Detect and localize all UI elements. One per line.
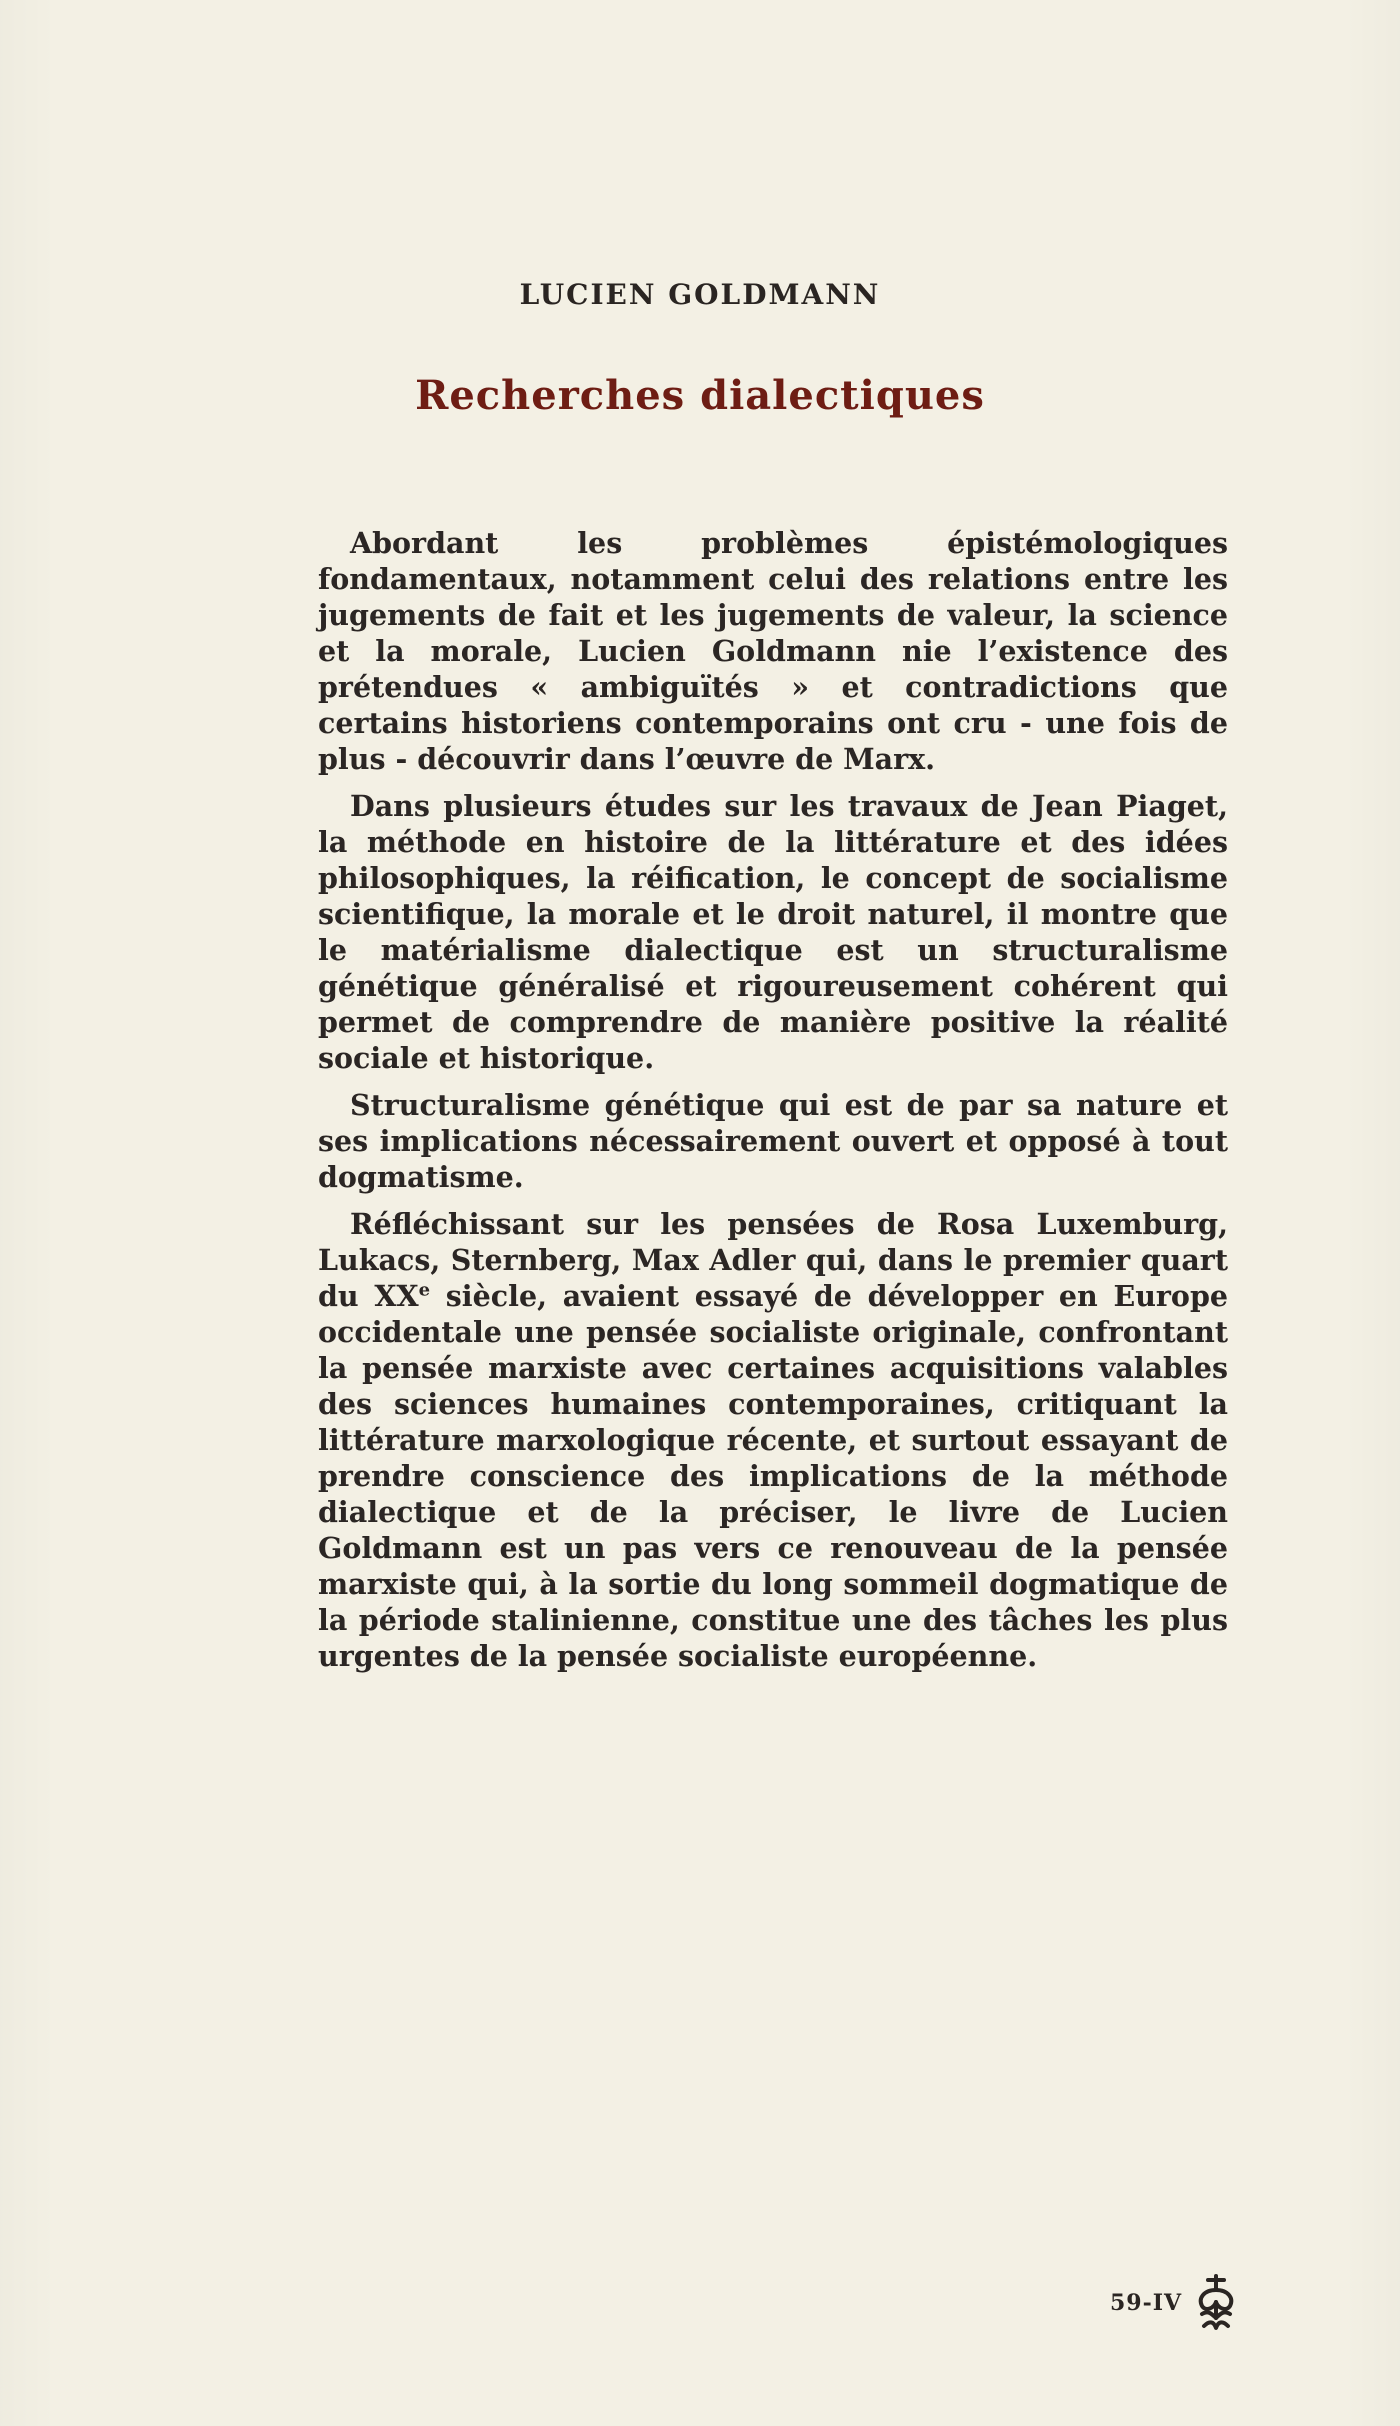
blurb-text <box>318 525 1228 1685</box>
publisher-logo-icon <box>1190 2272 1242 2334</box>
blurb-paragraph-4-end: siècle, avaient essayé de développer en Europe occidentale une pensée socialiste originale, confrontant la pensée marxiste avec certaines acquisitions valables des sciences humaines contemporaines, critiquant la littérature marxologique récente, et surtout essayant de prendre conscience des implications de la méthode dialectique et de la préciser, le livre de Lucien Goldmann est un pas vers ce renouveau de la pensée marxiste qui, à la sortie du long sommeil dogmatique de la période stalinienne, constitue une des tâches les plus urgentes de la pensée socialiste européenne. <box>318 1279 1229 1673</box>
book-title: Recherches dialectiques <box>415 372 985 419</box>
catalog-code: 59-IV <box>1110 2290 1183 2316</box>
blurb-paragraph-4-start: Réfléchissant sur les pensées de Rosa Luxemburg, Lukacs, Sternberg, Max Adler qui, dans le premier quart du XX <box>318 1207 1228 1313</box>
blurb-paragraph-3: Structuralisme génétique qui est de par sa nature et ses implications nécessairement ouvert et opposé à tout dogmatisme. <box>318 1088 1228 1194</box>
footer <box>1110 2268 1260 2338</box>
century-superscript: e <box>418 1279 431 1301</box>
author-name: LUCIEN GOLDMANN <box>519 278 881 311</box>
blurb-paragraph-4 <box>318 1206 1228 1674</box>
blurb-paragraph-1: Abordant les problèmes épistémologiques fondamentaux, notamment celui des relations entre les jugements de fait et les jugements de valeur, la science et la morale, Lucien Goldmann nie l’existence des prétendues « ambiguïtés » et contradictions que certains historiens contemporains ont cru - une fois de plus - découvrir dans l’œuvre de Marx. <box>318 526 1228 776</box>
blurb-paragraph-2: Dans plusieurs études sur les travaux de Jean Piaget, la méthode en histoire de la littérature et des idées philosophiques, la réification, le concept de socialisme scientifique, la morale et le droit naturel, il montre que le matérialisme dialectique est un structuralisme génétique généralisé et rigoureusement cohérent qui permet de comprendre de manière positive la réalité sociale et historique. <box>318 789 1228 1075</box>
